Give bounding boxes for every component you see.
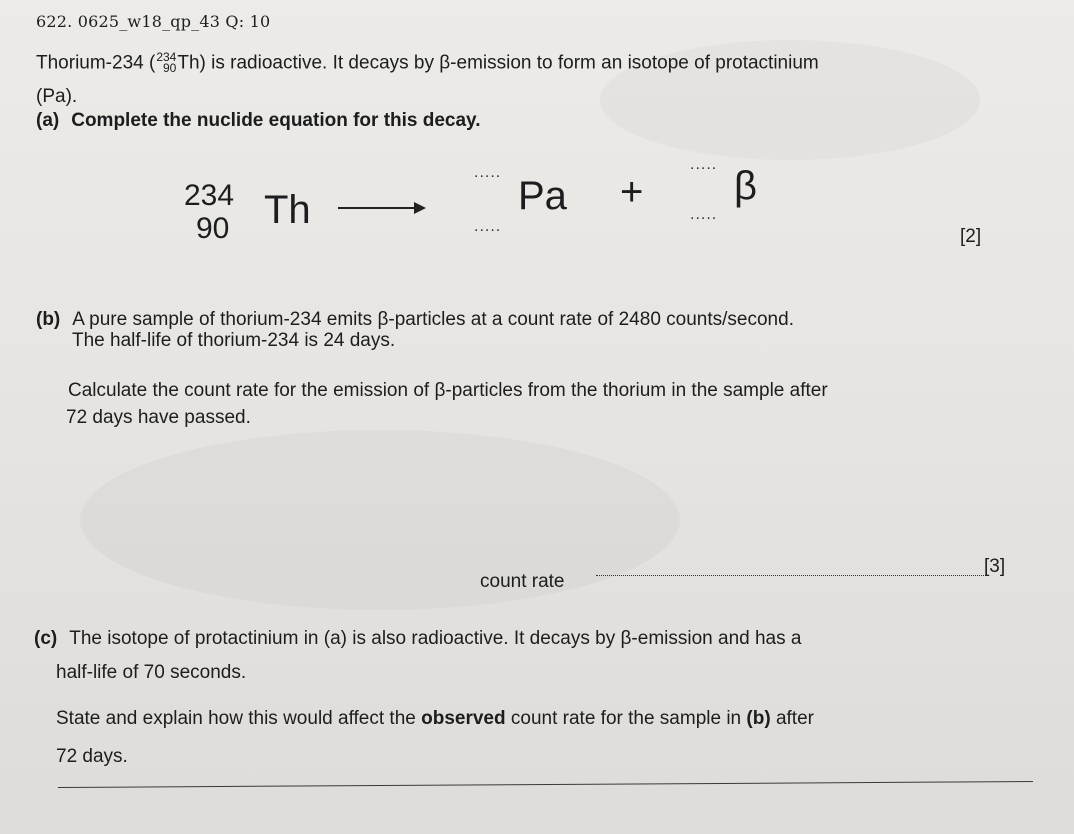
part-a-question xyxy=(36,110,481,132)
part-c-line-1 xyxy=(34,628,801,650)
decay-arrow-icon xyxy=(338,207,422,209)
intro-text-end: ) is radioactive. It decays by β-emission to form an isotope of protactinium xyxy=(199,52,819,74)
part-a-label: (a) xyxy=(36,110,60,131)
part-b-line-4: 72 days have passed. xyxy=(66,407,251,428)
part-b-label: (b) xyxy=(36,309,61,330)
part-a-marks: [2] xyxy=(960,226,982,247)
intro-line-1 xyxy=(36,52,819,75)
part-b-marks: [3] xyxy=(984,556,1006,577)
part-b-line-3: Calculate the count rate for the emission of β-particles from the thorium in the sample after xyxy=(68,380,828,401)
part-c-line-2: half-life of 70 seconds. xyxy=(56,662,247,683)
part-c-label: (c) xyxy=(34,628,58,649)
intro-line-2: (Pa). xyxy=(36,86,78,107)
part-a-text: Complete the nuclide equation for this decay. xyxy=(71,110,481,131)
part-c-answer-line[interactable] xyxy=(58,781,1033,788)
pa-symbol: Pa xyxy=(518,174,567,218)
part-b-line-2: The half-life of thorium-234 is 24 days. xyxy=(72,330,396,351)
part-c-text-3b: count rate for the sample in xyxy=(505,708,747,729)
part-c-text-3a: State and explain how this would affect the xyxy=(56,708,422,729)
part-c-reference: (b) xyxy=(746,708,771,729)
intro-element-symbol: Th xyxy=(177,52,200,74)
part-c-line-3 xyxy=(56,708,814,730)
count-rate-label: count rate xyxy=(480,571,565,592)
part-c-emphasis: observed xyxy=(421,708,506,729)
part-c-line-4: 72 days. xyxy=(56,746,128,767)
part-b-line-1 xyxy=(36,309,794,331)
question-reference: 622. 0625_w18_qp_43 Q: 10 xyxy=(36,12,271,31)
th-atomic-number: 90 xyxy=(196,212,230,245)
pa-atomic-blank[interactable]: ..... xyxy=(474,218,502,235)
th-mass-number: 234 xyxy=(184,179,235,212)
pa-mass-blank[interactable]: ..... xyxy=(474,164,502,181)
th-symbol: Th xyxy=(264,188,311,232)
intro-text-start: Thorium-234 ( xyxy=(36,52,156,74)
intro-atomic-number: 90 xyxy=(163,61,177,76)
beta-mass-blank[interactable]: ..... xyxy=(690,156,718,173)
intro-nuclide-numbers xyxy=(156,52,176,75)
part-b-text-1: A pure sample of thorium-234 emits β-particles at a count rate of 2480 counts/second. xyxy=(72,309,794,330)
plus-sign: + xyxy=(620,170,644,214)
count-rate-answer-line[interactable] xyxy=(596,575,986,576)
beta-charge-blank[interactable]: ..... xyxy=(690,206,718,223)
intro-mass-number: 234 xyxy=(156,50,177,64)
part-c-text-1: The isotope of protactinium in (a) is also radioactive. It decays by β-emission and has a xyxy=(69,628,802,649)
paper-shading xyxy=(80,430,680,610)
beta-symbol: β xyxy=(734,164,758,208)
part-c-text-3c: after xyxy=(770,708,814,729)
